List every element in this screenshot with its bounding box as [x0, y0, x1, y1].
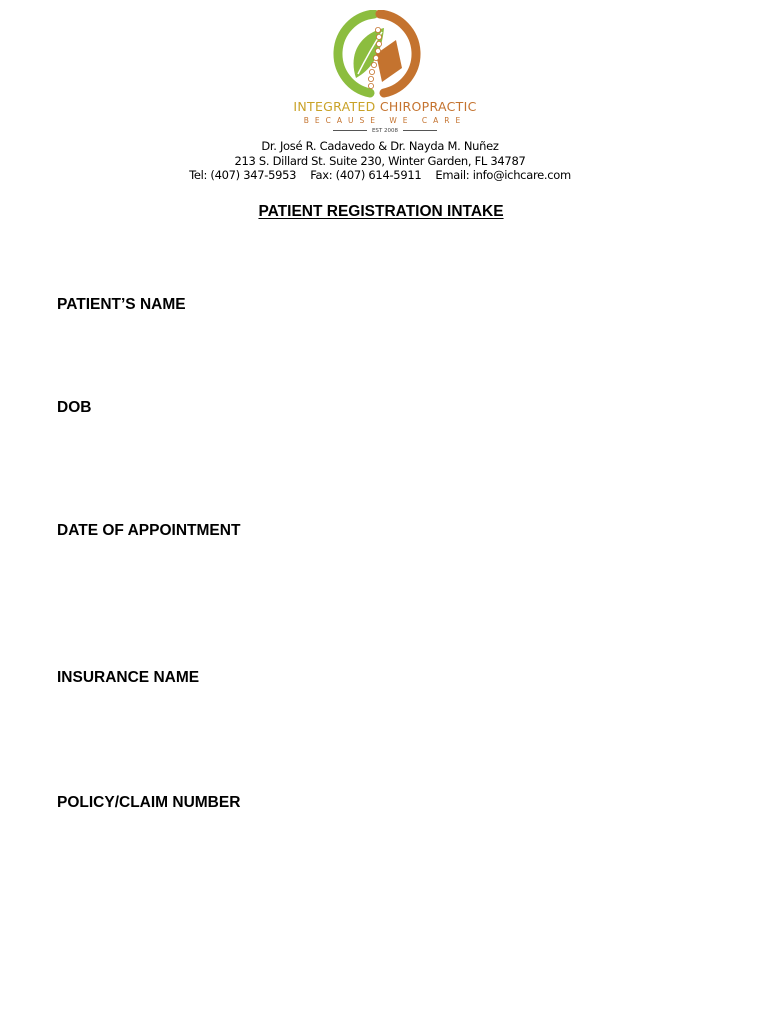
email: Email: info@ichcare.com — [435, 168, 571, 182]
clinic-name-chiropractic: CHIROPRACTIC — [379, 99, 477, 114]
est-rule-right — [403, 130, 437, 131]
address-line: 213 S. Dillard St. Suite 230, Winter Garden, FL 34787 — [234, 153, 526, 168]
field-label-dob: DOB — [57, 399, 92, 416]
contact-line — [0, 168, 760, 183]
est-rule-left — [333, 130, 367, 131]
clinic-name — [0, 99, 770, 114]
clinic-established — [0, 128, 770, 134]
clinic-logo — [0, 10, 770, 135]
doctors-line: Dr. José R. Cadavedo & Dr. Nayda M. Nuñez — [261, 139, 499, 153]
field-label-date-of-appointment: DATE OF APPOINTMENT — [57, 522, 241, 539]
spine-leaf-logo-icon — [330, 10, 426, 100]
field-label-insurance-name: INSURANCE NAME — [57, 669, 200, 686]
clinic-tagline: BECAUSE WE CARE — [303, 116, 467, 125]
clinic-contact-header — [0, 139, 760, 183]
telephone: Tel: (407) 347-5953 — [189, 168, 297, 182]
field-label-patient-name: PATIENT’S NAME — [57, 296, 186, 313]
page-title: PATIENT REGISTRATION INTAKE — [258, 203, 504, 220]
field-label-policy-claim-number: POLICY/CLAIM NUMBER — [57, 794, 241, 811]
established-text: EST 2008 — [371, 128, 399, 134]
fax: Fax: (407) 614-5911 — [310, 168, 422, 182]
clinic-name-integrated: INTEGRATED — [293, 99, 380, 114]
